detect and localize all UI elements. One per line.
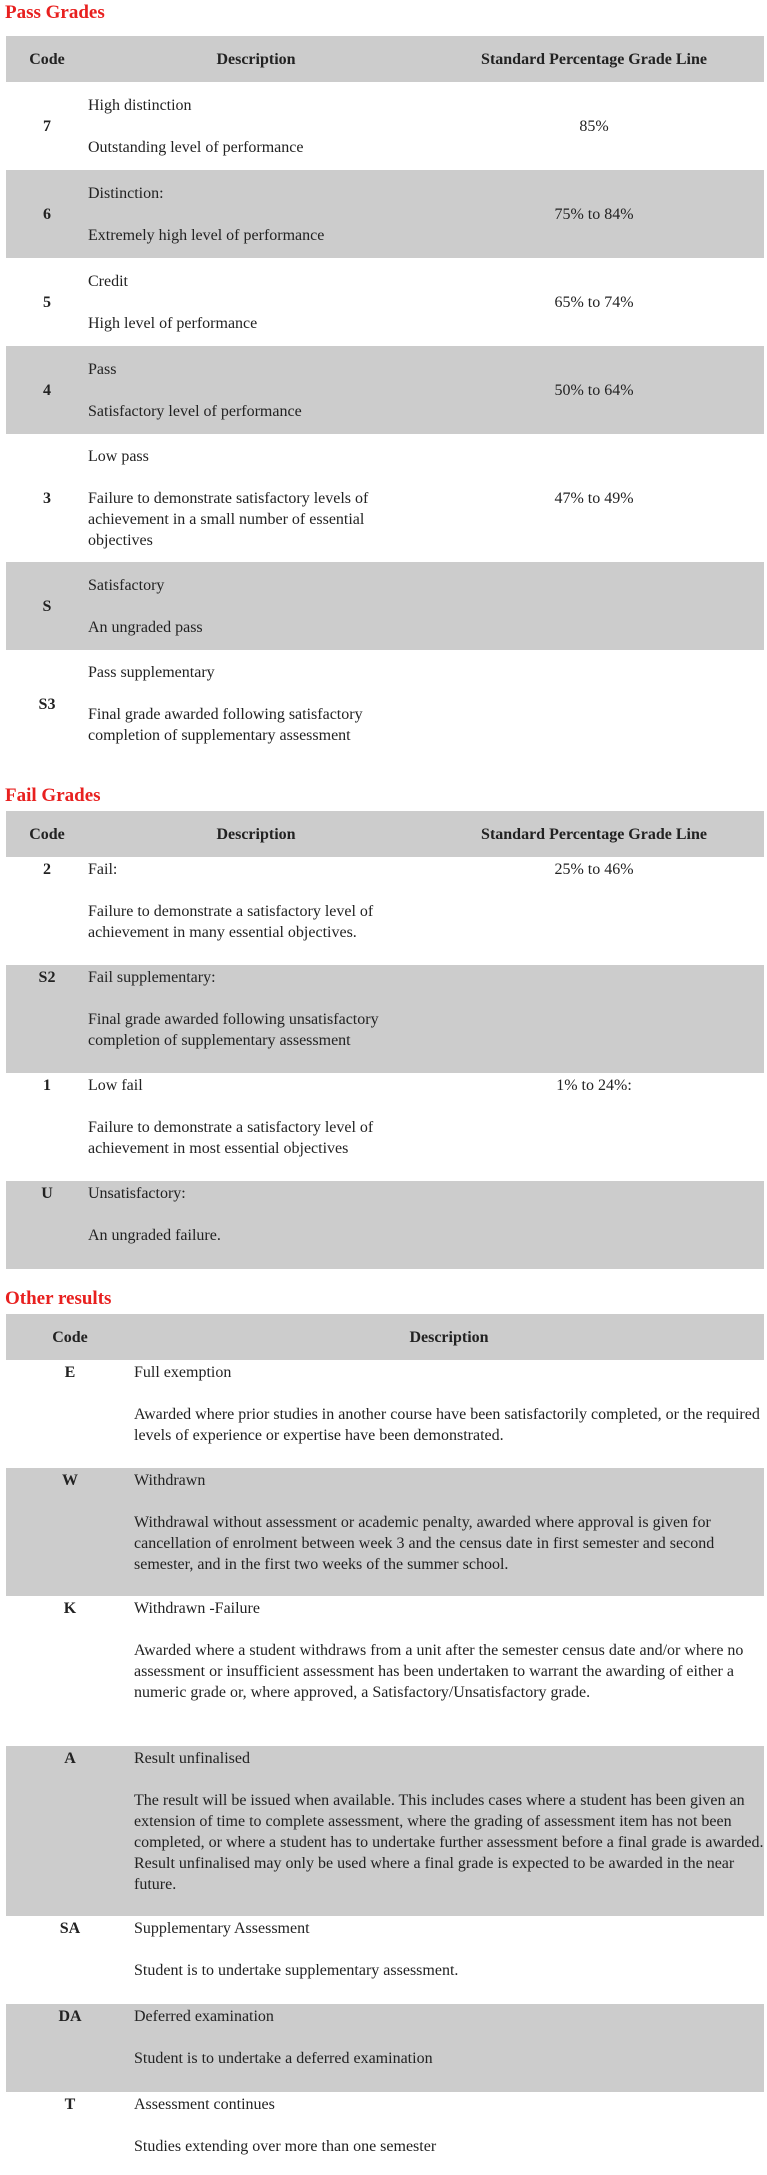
table-row [6, 1916, 764, 2004]
grade-code: S3 [38, 695, 56, 713]
table-row [6, 965, 764, 1073]
result-code: T [64, 2096, 76, 2113]
grade-description [88, 82, 424, 170]
table-row [6, 170, 764, 258]
grade-percentage [424, 650, 764, 758]
table-row [6, 434, 764, 562]
grade-percentage [424, 562, 764, 650]
grade-percentage: 1% to 24%: [556, 1077, 632, 1094]
grade-text: High level of performance [88, 314, 258, 332]
other-results-heading: Other results [5, 1288, 112, 1309]
grade-description [88, 434, 424, 562]
table-row [6, 346, 764, 434]
table-row [6, 1468, 764, 1596]
result-text: Student is to undertake a deferred examination [134, 2050, 433, 2067]
grade-text: Failure to demonstrate a satisfactory level of achievement in most essential objectives [88, 1119, 374, 1157]
result-code: E [64, 1364, 76, 1381]
table-row [6, 1596, 764, 1746]
grade-title: High distinction [88, 96, 192, 114]
grade-title: Fail: [88, 861, 118, 878]
grade-text: Final grade awarded following unsatisfactory completion of supplementary assessment [88, 1011, 379, 1049]
grade-code: S [6, 562, 88, 650]
table-header-row [6, 36, 764, 82]
code-header: Code [6, 36, 88, 82]
grade-percentage: 85% [579, 117, 609, 135]
description-header: Description [134, 1314, 764, 1360]
other-results-table [6, 1314, 764, 2162]
grade-text: Failure to demonstrate satisfactory levels of achievement in a small number of essential objectives [88, 489, 369, 549]
result-text: Awarded where a student withdraws from a unit after the semester census date and/or where no assessment or insufficient assessment has been undertaken to warrant the awarding of either a numeric grade or, where approved, a Satisfactory/Unsatisfactory grade. [134, 1642, 744, 1701]
grade-text: Failure to demonstrate a satisfactory level of achievement in many essential objectives. [88, 903, 374, 941]
grade-text: Final grade awarded following satisfactory completion of supplementary assessment [88, 706, 363, 744]
result-description [134, 2004, 764, 2092]
grade-description [88, 1181, 424, 1269]
description-header: Description [88, 36, 424, 82]
table-row [6, 1746, 764, 1916]
result-code: K [63, 1600, 77, 1617]
grade-code: 4 [6, 346, 88, 434]
result-text: Awarded where prior studies in another course have been satisfactorily completed, or the required levels of experience or expertise have been demonstrated. [134, 1406, 760, 1444]
grade-code: 1 [43, 1077, 51, 1094]
grade-text: An ungraded failure. [88, 1227, 221, 1244]
result-description [134, 1360, 764, 1468]
result-text: The result will be issued when available. This includes cases where a student has been given an extension of time to complete assessment, where the grading of assessment item has not been completed, or where a student has to undertake further assessment before a final grade is awarded. Result unfinalised may only be used where a final grade is expected to be awarded in the near future. [134, 1792, 764, 1893]
code-header: Code [6, 811, 88, 857]
grade-description [88, 562, 424, 650]
grade-title: Satisfactory [88, 576, 165, 594]
result-title: Withdrawn -Failure [134, 1600, 260, 1617]
result-title: Deferred examination [134, 2008, 274, 2025]
grade-description [88, 857, 424, 965]
result-text: Student is to undertake supplementary assessment. [134, 1962, 459, 1979]
grade-code: S2 [6, 965, 88, 1073]
grade-percentage: 50% to 64% [424, 346, 764, 434]
grade-code: 5 [43, 293, 51, 311]
grade-text: Outstanding level of performance [88, 138, 304, 156]
result-title: Result unfinalised [134, 1750, 250, 1767]
result-code: DA [6, 2004, 134, 2092]
grade-code: 3 [43, 489, 51, 507]
table-row [6, 82, 764, 170]
result-title: Assessment continues [134, 2096, 275, 2113]
grade-title: Unsatisfactory: [88, 1185, 186, 1202]
grade-title: Pass [88, 360, 117, 378]
grade-title: Low fail [88, 1077, 143, 1094]
result-description [134, 1746, 764, 1916]
grade-code: 6 [6, 170, 88, 258]
table-row [6, 2092, 764, 2162]
table-header-row [6, 811, 764, 857]
table-row [6, 857, 764, 965]
grade-text: An ungraded pass [88, 618, 203, 636]
grade-title: Pass supplementary [88, 664, 215, 681]
pass-grades-table [6, 36, 764, 758]
result-code: SA [59, 1920, 81, 1937]
grade-title: Fail supplementary: [88, 969, 216, 986]
result-text: Studies extending over more than one semester [134, 2138, 437, 2155]
result-title: Withdrawn [134, 1472, 206, 1489]
result-description [134, 1468, 764, 1596]
grade-code: U [6, 1181, 88, 1269]
result-title: Full exemption [134, 1364, 232, 1381]
table-row [6, 258, 764, 346]
table-row [6, 1181, 764, 1269]
fail-grades-table [6, 811, 764, 1269]
grade-description [88, 650, 424, 758]
grade-code: 7 [43, 117, 51, 135]
grade-title: Distinction: [88, 184, 164, 202]
grade-percentage: 65% to 74% [554, 293, 634, 311]
percentage-header: Standard Percentage Grade Line [424, 811, 764, 857]
grade-percentage: 47% to 49% [554, 489, 634, 507]
percentage-header: Standard Percentage Grade Line [424, 36, 764, 82]
result-description [134, 1916, 764, 2004]
grade-description [88, 258, 424, 346]
grade-description [88, 1073, 424, 1181]
grade-description [88, 170, 424, 258]
grade-text: Satisfactory level of performance [88, 402, 302, 420]
result-description [134, 2092, 764, 2162]
fail-grades-heading: Fail Grades [5, 785, 101, 806]
table-row [6, 562, 764, 650]
result-code: A [6, 1746, 134, 1916]
table-header-row [6, 1314, 764, 1360]
table-row [6, 1073, 764, 1181]
table-row [6, 650, 764, 758]
description-header: Description [88, 811, 424, 857]
code-header: Code [6, 1314, 134, 1360]
grade-percentage [424, 1181, 764, 1269]
grade-description [88, 965, 424, 1073]
table-row [6, 1360, 764, 1468]
result-code: W [6, 1468, 134, 1596]
grade-percentage: 25% to 46% [554, 861, 634, 878]
grade-code: 2 [43, 861, 51, 878]
pass-grades-heading: Pass Grades [5, 2, 105, 23]
grade-percentage: 75% to 84% [424, 170, 764, 258]
result-text: Withdrawal without assessment or academic penalty, awarded where approval is given for cancellation of enrolment between week 3 and the census date in first semester and second semester, and in the first two weeks of the summer school. [134, 1514, 715, 1573]
grade-title: Low pass [88, 447, 149, 465]
grade-text: Extremely high level of performance [88, 226, 325, 244]
grade-title: Credit [88, 272, 128, 290]
grade-description [88, 346, 424, 434]
table-row [6, 2004, 764, 2092]
result-title: Supplementary Assessment [134, 1920, 310, 1937]
grade-percentage [424, 965, 764, 1073]
result-description [134, 1596, 764, 1746]
